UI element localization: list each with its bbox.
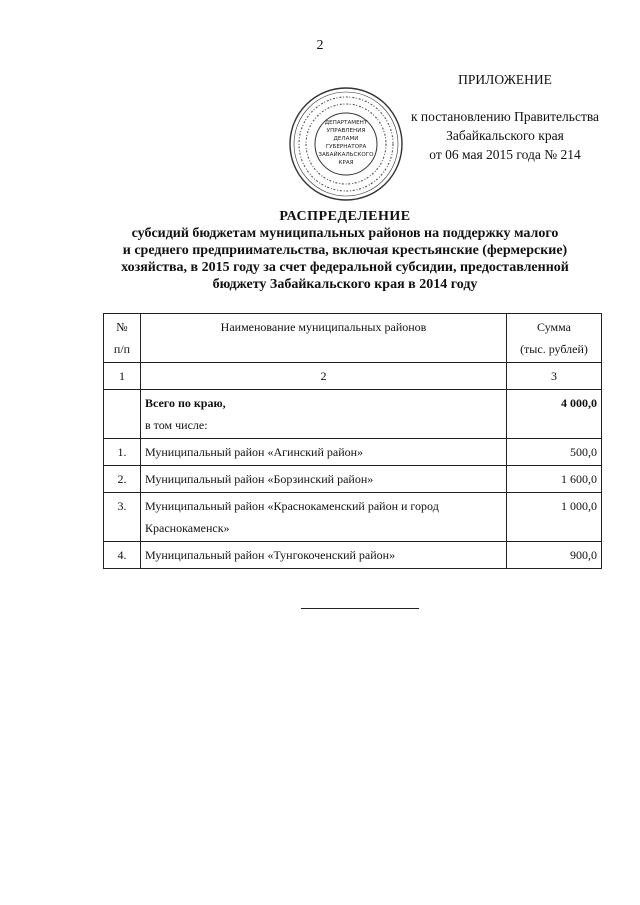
heading-line-4: бюджету Забайкальского края в 2014 году: [212, 277, 478, 292]
heading-line-3: хозяйства, в 2015 году за счет федеральной субсидии, предоставленной: [121, 260, 569, 275]
heading-title: РАСПРЕДЕЛЕНИЕ: [279, 209, 411, 224]
heading-line-2: и среднего предприимательства, включая крестьянские (фермерские): [122, 243, 568, 258]
seal-line-1: ДЕПАРТАМЕНТ: [324, 120, 368, 126]
table-row: 2. Муниципальный район «Борзинский район» 1 600,0: [104, 466, 602, 493]
table-header-row: [104, 314, 602, 363]
total-value: 4 000,0: [507, 390, 602, 439]
header-sum: Сумма (тыс. рублей): [507, 314, 602, 363]
distribution-table: [103, 313, 602, 569]
approval-block: [400, 70, 610, 164]
approval-title: ПРИЛОЖЕНИЕ: [458, 72, 552, 87]
approval-line-2: Забайкальского края: [446, 128, 564, 143]
table-row: 1. Муниципальный район «Агинский район» 500,0: [104, 439, 602, 466]
seal-line-6: КРАЯ: [338, 160, 354, 166]
table-row: 3. Муниципальный район «Краснокаменский район и город Краснокаменск» 1 000,0: [104, 493, 602, 542]
seal-line-4: ГУБЕРНАТОРА: [325, 144, 367, 150]
distribution-heading: [80, 208, 610, 293]
district-sum: 1 600,0: [507, 466, 602, 493]
table-index-row: 1 2 3: [104, 363, 602, 390]
closing-rule: [301, 608, 419, 609]
seal-line-5: ЗАБАЙКАЛЬСКОГО: [318, 152, 374, 158]
official-seal: [287, 85, 405, 203]
table-row: 4. Муниципальный район «Тунгокоченский район» 900,0: [104, 542, 602, 569]
heading-line-1: субсидий бюджетам муниципальных районов на поддержку малого: [131, 226, 559, 241]
district-name: Муниципальный район «Агинский район»: [141, 439, 507, 466]
seal-line-3: ДЕЛАМИ: [333, 136, 359, 142]
table-total-row: [104, 390, 602, 439]
district-sum: 1 000,0: [507, 493, 602, 542]
header-num: № п/п: [104, 314, 141, 363]
approval-line-3: от 06 мая 2015 года № 214: [429, 147, 581, 162]
seal-line-2: УПРАВЛЕНИЯ: [326, 128, 366, 134]
district-name: Муниципальный район «Краснокаменский район и город Краснокаменск»: [141, 493, 507, 542]
district-sum: 500,0: [507, 439, 602, 466]
approval-line-1: к постановлению Правительства: [410, 109, 600, 124]
header-name: Наименование муниципальных районов: [141, 314, 507, 363]
district-name: Муниципальный район «Борзинский район»: [141, 466, 507, 493]
district-sum: 900,0: [507, 542, 602, 569]
total-label: Всего по краю, в том числе:: [141, 390, 507, 439]
district-name: Муниципальный район «Тунгокоченский район»: [141, 542, 507, 569]
page-number: 2: [316, 38, 324, 53]
